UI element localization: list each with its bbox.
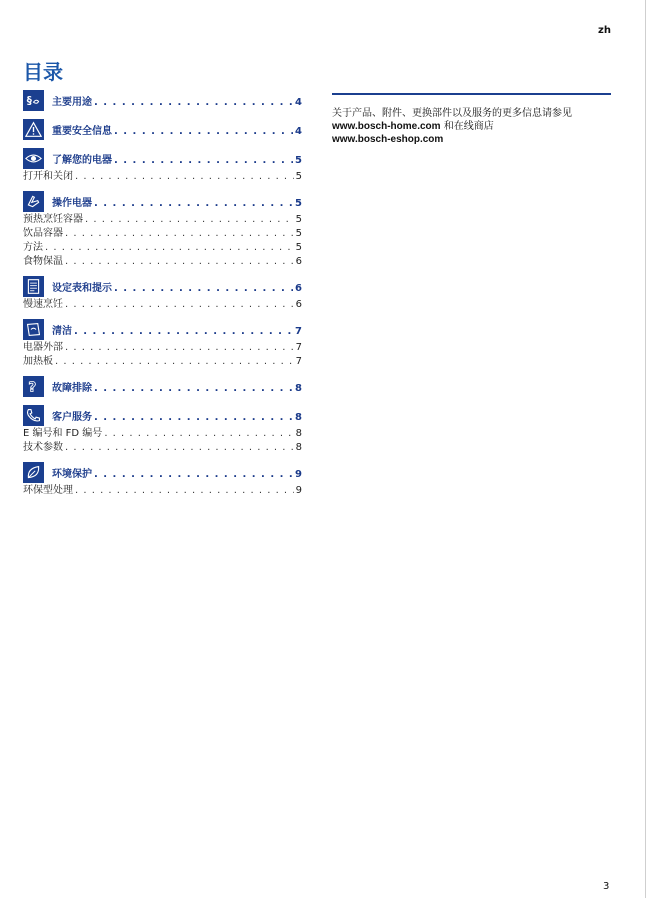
toc-entry xyxy=(52,279,302,294)
toc-subentry[interactable] xyxy=(23,241,302,255)
eye-icon xyxy=(23,148,44,169)
toc-leader-dots xyxy=(55,355,294,369)
intended-use-icon xyxy=(23,90,44,111)
toc-subentry[interactable] xyxy=(23,484,302,498)
toc-label: 设定表和提示 xyxy=(52,282,112,294)
toc-entry xyxy=(23,341,302,355)
toc-subentry[interactable] xyxy=(23,427,302,441)
toc-entry xyxy=(23,427,302,441)
question-mark-icon xyxy=(23,376,44,397)
toc-entry xyxy=(52,408,302,423)
toc-leader-dots xyxy=(65,441,294,455)
toc-page-number: 6 xyxy=(295,256,302,267)
toc-section[interactable] xyxy=(23,189,302,213)
toc-subentry[interactable] xyxy=(23,298,302,312)
svg-text:?: ? xyxy=(28,379,37,395)
toc-section[interactable] xyxy=(23,274,302,298)
toc-page-number: 6 xyxy=(295,299,302,310)
language-code: zh xyxy=(598,25,611,36)
toc-subentry[interactable] xyxy=(23,441,302,455)
toc-entry xyxy=(52,322,302,337)
toc-section[interactable] xyxy=(23,117,302,141)
toc-page-number: 8 xyxy=(295,411,302,423)
toc-entry xyxy=(52,465,302,480)
bosch-home-link[interactable]: www.bosch-home.com xyxy=(332,121,441,132)
toc-label: 了解您的电器 xyxy=(52,154,112,166)
toc-entry xyxy=(23,241,302,255)
toc-label: 慢速烹饪 xyxy=(23,299,63,310)
side-note xyxy=(332,107,622,146)
bosch-eshop-link[interactable]: www.bosch-eshop.com xyxy=(332,134,444,145)
side-note-line1: 关于产品、附件、更换部件以及服务的更多信息请参见 xyxy=(332,108,572,119)
side-note-line2-suffix: 和在线商店 xyxy=(440,121,494,132)
toc-leader-dots xyxy=(94,198,293,209)
toc-page-number: 8 xyxy=(295,382,302,394)
toc-section[interactable] xyxy=(23,374,302,398)
toc-leader-dots xyxy=(85,213,294,227)
tips-document-icon xyxy=(23,276,44,297)
toc-page-number: 9 xyxy=(295,468,302,480)
toc-page-number: 5 xyxy=(295,228,302,239)
toc-leader-dots xyxy=(94,97,293,108)
toc-subentry[interactable] xyxy=(23,227,302,241)
toc-page-number: 4 xyxy=(295,96,302,108)
toc-page-number: 8 xyxy=(295,428,302,439)
toc-label: 清洁 xyxy=(52,325,72,337)
toc-label: 操作电器 xyxy=(52,197,92,209)
toc-leader-dots xyxy=(94,412,293,423)
toc-page-number: 5 xyxy=(295,197,302,209)
toc-entry xyxy=(52,194,302,209)
toc-leader-dots xyxy=(45,241,294,255)
toc-leader-dots xyxy=(65,255,294,269)
toc-leader-dots xyxy=(114,155,293,166)
toc-leader-dots xyxy=(75,170,294,184)
toc-page-number: 5 xyxy=(295,154,302,166)
toc-page-number: 7 xyxy=(295,342,302,353)
table-of-contents xyxy=(23,88,302,498)
operation-hand-icon xyxy=(23,191,44,212)
toc-page-number: 7 xyxy=(295,356,302,367)
toc-subentry[interactable] xyxy=(23,355,302,369)
toc-label: 主要用途 xyxy=(52,96,92,108)
toc-label: 饮品容器 xyxy=(23,228,63,239)
toc-section[interactable] xyxy=(23,146,302,170)
toc-label: 故障排除 xyxy=(52,382,92,394)
toc-label: 重要安全信息 xyxy=(52,125,112,137)
page-edge-line xyxy=(645,0,646,898)
toc-label: E 编号和 FD 编号 xyxy=(23,428,103,439)
toc-entry xyxy=(23,170,302,184)
toc-section[interactable] xyxy=(23,460,302,484)
toc-leader-dots xyxy=(65,298,294,312)
toc-page-number: 6 xyxy=(295,282,302,294)
toc-entry xyxy=(52,379,302,394)
toc-entry xyxy=(23,298,302,312)
page-number: 3 xyxy=(603,881,610,892)
toc-entry xyxy=(23,484,302,498)
toc-page-number: 8 xyxy=(295,442,302,453)
page-title: 目录 xyxy=(23,60,63,84)
cleaning-cloth-icon xyxy=(23,319,44,340)
toc-subentry[interactable] xyxy=(23,341,302,355)
toc-leader-dots xyxy=(65,341,294,355)
toc-label: 技术参数 xyxy=(23,442,63,453)
toc-entry xyxy=(23,255,302,269)
toc-leader-dots xyxy=(65,227,294,241)
toc-label: 环境保护 xyxy=(52,468,92,480)
telephone-icon xyxy=(23,405,44,426)
toc-entry xyxy=(23,227,302,241)
toc-page-number: 7 xyxy=(295,325,302,337)
toc-section[interactable] xyxy=(23,317,302,341)
toc-leader-dots xyxy=(94,469,293,480)
toc-label: 方法 xyxy=(23,242,43,253)
toc-entry xyxy=(23,213,302,227)
toc-leader-dots xyxy=(114,283,293,294)
toc-section[interactable] xyxy=(23,403,302,427)
warning-triangle-icon xyxy=(23,119,44,140)
leaf-recycle-icon xyxy=(23,462,44,483)
toc-leader-dots xyxy=(104,427,293,441)
toc-subentry[interactable] xyxy=(23,213,302,227)
toc-section[interactable] xyxy=(23,88,302,112)
toc-label: 环保型处理 xyxy=(23,485,73,496)
toc-label: 食物保温 xyxy=(23,256,63,267)
toc-leader-dots xyxy=(75,484,294,498)
toc-leader-dots xyxy=(74,326,293,337)
svg-text:§: § xyxy=(26,95,32,107)
toc-subentry[interactable] xyxy=(23,255,302,269)
toc-entry xyxy=(52,151,302,166)
toc-entry xyxy=(52,93,302,108)
toc-label: 打开和关闭 xyxy=(23,171,73,182)
toc-page-number: 5 xyxy=(295,214,302,225)
toc-label: 电器外部 xyxy=(23,342,63,353)
toc-page-number: 5 xyxy=(295,242,302,253)
toc-entry xyxy=(23,441,302,455)
toc-leader-dots xyxy=(94,383,293,394)
toc-subentry[interactable] xyxy=(23,170,302,184)
toc-label: 客户服务 xyxy=(52,411,92,423)
toc-label: 预热烹饪容器 xyxy=(23,214,83,225)
toc-page-number: 5 xyxy=(295,171,302,182)
toc-page-number: 4 xyxy=(295,125,302,137)
toc-entry xyxy=(23,355,302,369)
toc-leader-dots xyxy=(114,126,293,137)
toc-entry xyxy=(52,122,302,137)
side-rule xyxy=(332,93,611,95)
toc-label: 加热板 xyxy=(23,356,53,367)
toc-page-number: 9 xyxy=(295,485,302,496)
